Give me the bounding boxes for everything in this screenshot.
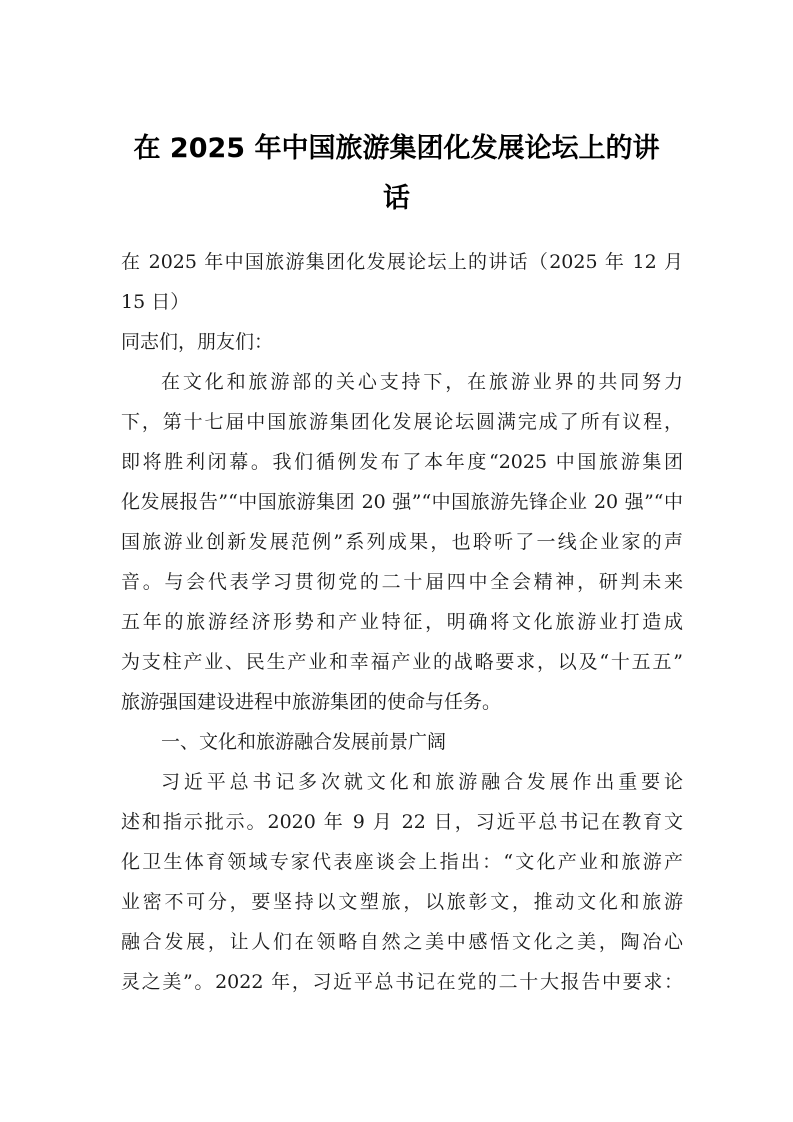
paragraph-1-line-1: 在文化和旅游部的关心支持下，在旅游业界的共同努力 bbox=[161, 371, 683, 393]
paragraph-1-line-4: 化发展报告”“中国旅游集团 20 强”“中国旅游先锋企业 20 强”“中 bbox=[121, 491, 683, 513]
paragraph-1-line-3: 即将胜利闭幕。我们循例发布了本年度“2025 中国旅游集团 bbox=[121, 451, 683, 473]
paragraph-1-line-2: 下，第十七届中国旅游集团化发展论坛圆满完成了所有议程， bbox=[121, 411, 683, 433]
subtitle-line-2: 15 日） bbox=[121, 291, 190, 313]
paragraph-1-line-5: 国旅游业创新发展范例”系列成果，也聆听了一线企业家的声 bbox=[121, 531, 683, 553]
paragraph-2-line-6: 灵之美”。2022 年，习近平总书记在党的二十大报告中要求： bbox=[121, 971, 683, 993]
document-title-line-1: 在 2025 年中国旅游集团化发展论坛上的讲 bbox=[133, 133, 660, 164]
paragraph-2-line-1: 习近平总书记多次就文化和旅游融合发展作出重要论 bbox=[161, 771, 683, 793]
salutation: 同志们，朋友们： bbox=[121, 331, 274, 353]
paragraph-1-line-7: 五年的旅游经济形势和产业特征，明确将文化旅游业打造成 bbox=[121, 611, 683, 633]
paragraph-2-line-2: 述和指示批示。2020 年 9 月 22 日，习近平总书记在教育文 bbox=[121, 811, 683, 833]
section-heading-1: 一、文化和旅游融合发展前景广阔 bbox=[161, 731, 447, 753]
subtitle-line-1: 在 2025 年中国旅游集团化发展论坛上的讲话（2025 年 12 月 bbox=[121, 251, 683, 273]
document-body bbox=[121, 242, 683, 1002]
paragraph-2-line-5: 融合发展，让人们在领略自然之美中感悟文化之美，陶冶心 bbox=[121, 931, 683, 953]
paragraph-1-line-9: 旅游强国建设进程中旅游集团的使命与任务。 bbox=[121, 691, 502, 713]
paragraph-1-line-8: 为支柱产业、民生产业和幸福产业的战略要求，以及“十五五” bbox=[121, 651, 683, 673]
paragraph-1-line-6: 音。与会代表学习贯彻党的二十届四中全会精神，研判未来 bbox=[121, 571, 683, 593]
paragraph-2-line-3: 化卫生体育领域专家代表座谈会上指出：“文化产业和旅游产 bbox=[121, 851, 683, 873]
document-title-line-2: 话 bbox=[383, 183, 410, 214]
paragraph-2-line-4: 业密不可分，要坚持以文塑旅，以旅彰文，推动文化和旅游 bbox=[121, 891, 683, 913]
